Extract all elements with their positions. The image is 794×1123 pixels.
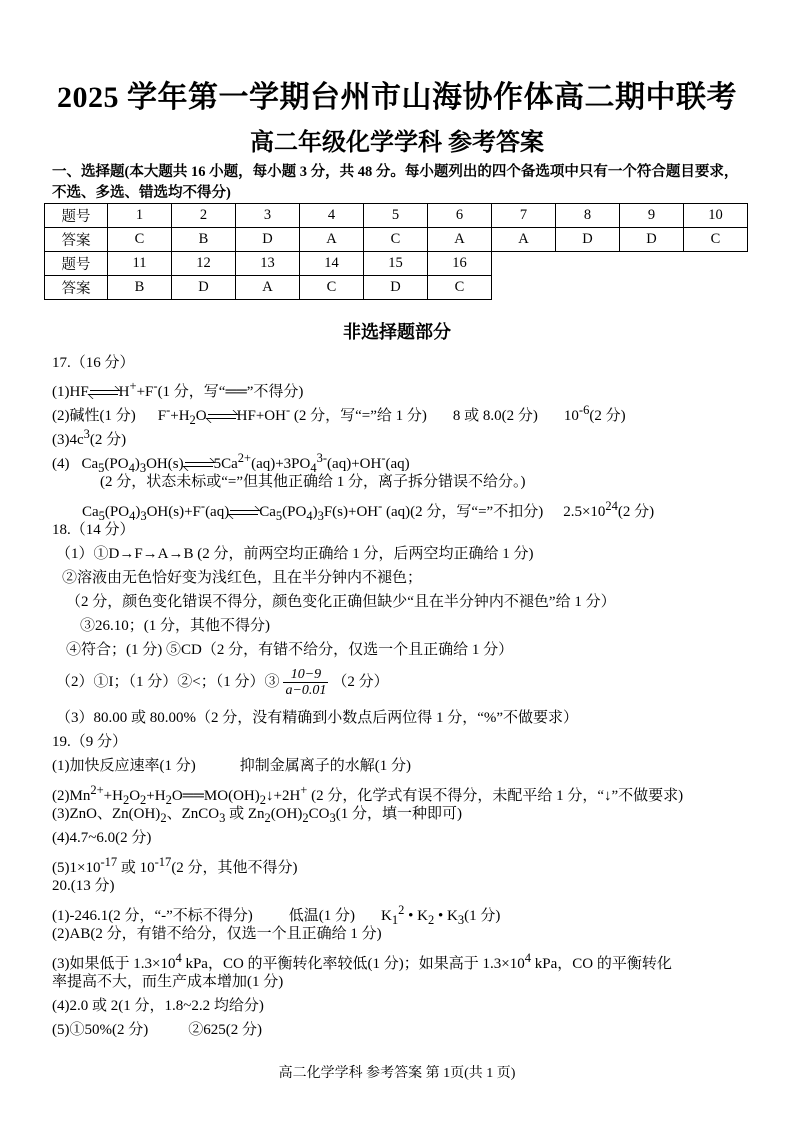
table-row	[45, 252, 748, 276]
q18-line1: （1）①D→F→A→B (2 分，前两空均正确给 1 分，后两空均正确给 1 分)	[56, 546, 534, 562]
table-row	[45, 276, 748, 300]
equilibrium-arrow-icon	[208, 412, 236, 422]
row-label-question: 题号	[45, 252, 108, 276]
q18-line4: ③26.10；(1 分，其他不得分)	[80, 618, 270, 634]
q17-line2: (2)碱性(1 分) $F^-+H_2O$ HF+OH- (2 分，写“=”给 1 分) 8 或 8.0(2 分) $10^{-6}(2$ 分)	[52, 403, 626, 427]
table-cell: B	[172, 228, 236, 252]
table-cell: D	[556, 228, 620, 252]
q20-line2: (2)AB(2 分，有错不给分，仅选一个且正确给 1 分)	[52, 926, 382, 942]
page-title: 2025 学年第一学期台州市山海协作体高二期中联考	[57, 81, 737, 114]
q19-line1: (1)加快反应速率(1 分) 抑制金属离子的水解(1 分)	[52, 758, 411, 774]
table-cell: D	[620, 228, 684, 252]
table-cell: 13	[236, 252, 300, 276]
table-cell: A	[492, 228, 556, 252]
table-row	[45, 204, 748, 228]
q20-line3: (3)如果低于 $1.3\times 10^4$ kPa，CO 的平衡转化率较低(1 分)；如果高于 $1.3\times 10^4$ kPa，CO 的平衡转化	[52, 951, 672, 972]
table-cell: B	[108, 276, 172, 300]
equilibrium-arrow-icon	[230, 508, 258, 518]
q17-line5: (2 分，状态未标或“=”但其他正确给 1 分，离子拆分错误不给分。)	[100, 474, 526, 490]
row-label-answer: 答案	[45, 228, 108, 252]
table-cell: 12	[172, 252, 236, 276]
table-cell: A	[300, 228, 364, 252]
q17-header: 17.（16 分）	[52, 355, 135, 371]
table-cell: 3	[236, 204, 300, 228]
fraction: $\frac{10-9}{a-0.01}$	[285, 667, 327, 698]
table-cell: D	[364, 276, 428, 300]
q17-line3: $(3)4c^3(2$ 分)	[52, 427, 127, 448]
table-cell: 10	[684, 204, 748, 228]
section1-heading: 一、选择题(本大题共 16 小题，每小题 3 分，共 48 分。每小题列出的四个备选项中只有一个符合题目要求，不选、多选、错选均不得分)	[52, 164, 739, 201]
table-cell: A	[236, 276, 300, 300]
table-cell: 8	[556, 204, 620, 228]
q19-line5: $(5)1\times 10^{-17}$ 或 $10^{-17}(2$ 分，其他不得分)	[52, 855, 298, 876]
q18-line3: （2 分，颜色变化错误不得分，颜色变化正确但缺少“且在半分钟内不褪色”给 1 分）	[66, 594, 616, 610]
row-label-question: 题号	[45, 204, 108, 228]
q18-line6: （2）①I；（1 分）②<；（1 分）③ $\frac{10-9}{a-0.01}$ （2 分）	[56, 667, 389, 698]
table-cell: D	[236, 228, 300, 252]
q18-line7: （3）80.00 或 80.00%（2 分，没有精确到小数点后两位得 1 分，“%”不做要求）	[56, 710, 579, 726]
q18-line2: ②溶液由无色恰好变为浅红色，且在半分钟内不褪色；	[62, 570, 423, 586]
q19-line4: (4)4.7~6.0(2 分)	[52, 830, 152, 846]
table-cell: 6	[428, 204, 492, 228]
q18-header: 18.（14 分）	[52, 522, 135, 538]
answer-table	[44, 203, 748, 300]
table-cell: C	[684, 228, 748, 252]
table-cell: C	[108, 228, 172, 252]
table-cell: 7	[492, 204, 556, 228]
table-cell: C	[300, 276, 364, 300]
table-cell: 1	[108, 204, 172, 228]
q17-line4: (4) $Ca_5(PO_4)_3OH(s)$ $5Ca^{2+}(aq)+3PO_4^{3-}(aq)+OH^-(aq)$	[52, 451, 410, 475]
q20-line5: (4)2.0 或 2(1 分，1.8~2.2 均给分)	[52, 998, 264, 1014]
equilibrium-arrow-icon	[90, 388, 118, 398]
page-subtitle: 高二年级化学学科 参考答案	[250, 130, 544, 156]
equilibrium-arrow-icon	[185, 460, 213, 470]
table-cell: D	[172, 276, 236, 300]
table-cell: C	[428, 276, 492, 300]
q19-header: 19.（9 分）	[52, 734, 128, 750]
table-cell: 16	[428, 252, 492, 276]
section2-heading: 非选择题部分	[343, 322, 451, 342]
table-cell: 9	[620, 204, 684, 228]
table-row	[45, 228, 748, 252]
table-cell: 11	[108, 252, 172, 276]
q18-line5: ④符合；(1 分) ⑤CD（2 分，有错不给分，仅选一个且正确给 1 分）	[66, 642, 514, 658]
q20-header: 20.(13 分)	[52, 878, 115, 894]
row-label-answer: 答案	[45, 276, 108, 300]
table-cell: C	[364, 228, 428, 252]
q20-line6: (5)①50%(2 分) ②625(2 分)	[52, 1022, 262, 1038]
q20-line4: 率提高不大，而生产成本增加(1 分)	[52, 974, 284, 990]
table-cell: 2	[172, 204, 236, 228]
q19-line2: $(2)Mn^{2+}+H_2O_2+H_2O══MO(OH)_2↓+2H^+$ (2 分，化学式有误不得分，未配平给 1 分，“↓”不做要求)	[52, 783, 684, 807]
page-footer: 高二化学学科 参考答案 第 1页(共 1 页)	[278, 1066, 516, 1081]
q20-line1: (1)-246.1(2 分，“-”不标不得分) 低温(1 分) $K_1^2$ • $K_2$ • $K_3(1$ 分)	[52, 903, 501, 927]
q17-line1: (1)HF H++F-(1 分，写“══”不得分)	[52, 379, 304, 400]
table-cell: 14	[300, 252, 364, 276]
table-cell: 15	[364, 252, 428, 276]
q17-line6: $Ca_5(PO_4)_3OH(s)+F^-(aq)$ $Ca_5(PO_4)_3F(s)+OH^-$ (aq)(2 分，写“=”不扣分) $2.5\times 10^{24}(2$ 分)	[82, 499, 655, 523]
q19-line3: (3)ZnO、$Zn(OH)_2$、ZnCO$_3$ 或 $Zn_2(OH)_2CO_3(1$ 分，填一种即可)	[52, 806, 462, 825]
table-cell: A	[428, 228, 492, 252]
table-cell: 4	[300, 204, 364, 228]
table-cell: 5	[364, 204, 428, 228]
